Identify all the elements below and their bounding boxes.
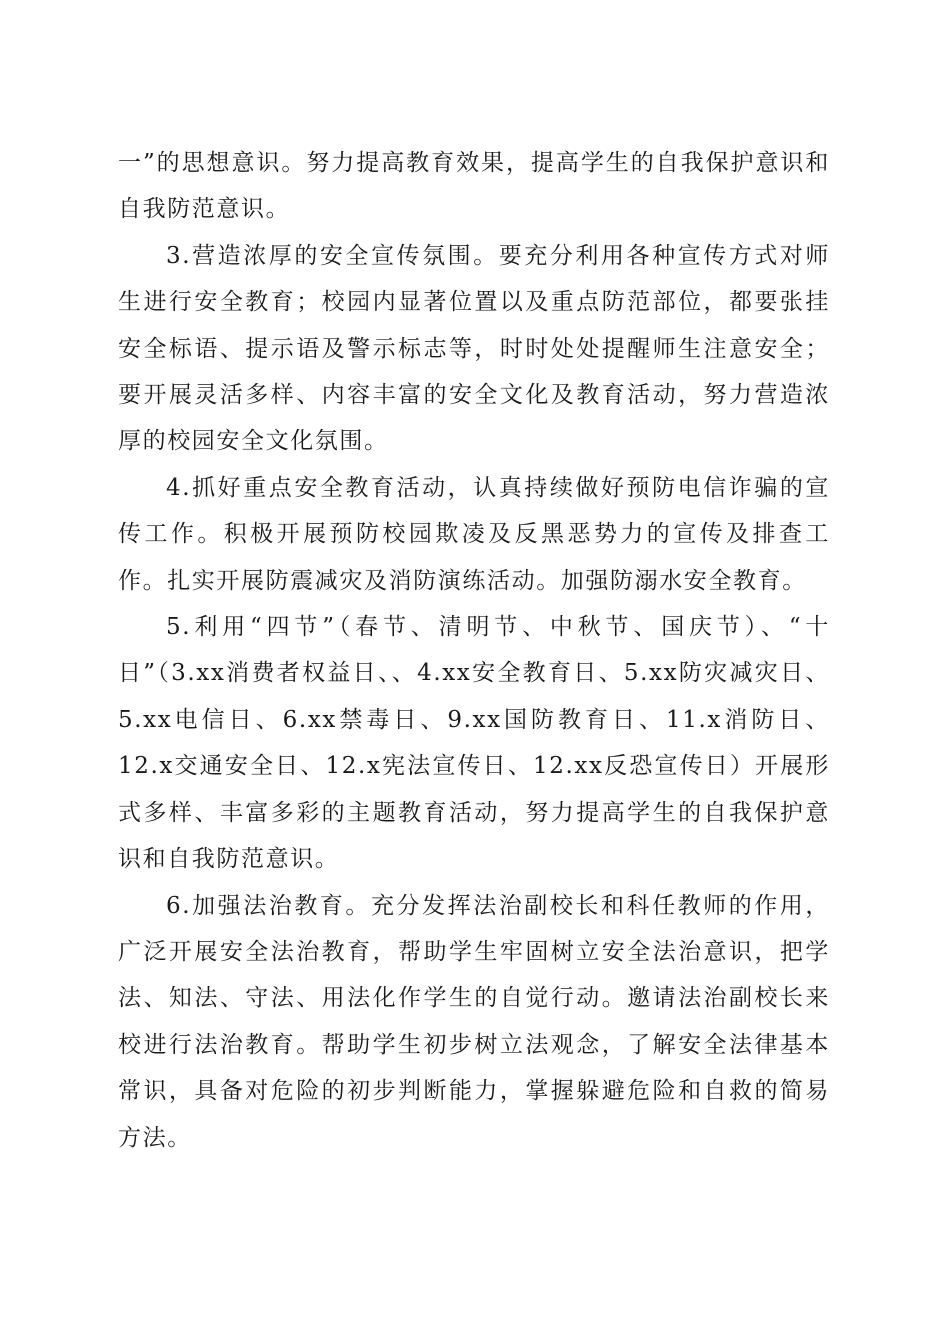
document-page (118, 140, 830, 1161)
paragraph-item-6: 6.加强法治教育。充分发挥法治副校长和科任教师的作用，广泛开展安全法治教育，帮助学生牢固树立安全法治意识，把学法、知法、守法、用法化作学生的自觉行动。邀请法治副校长来校进行法治教育。帮助学生初步树立法观念，了解安全法律基本常识，具备对危险的初步判断能力，掌握躲避危险和自救的简易方法。 (118, 892, 830, 1151)
paragraph-item-4: 4.抓好重点安全教育活动，认真持续做好预防电信诈骗的宣传工作。积极开展预防校园欺凌及反黑恶势力的宣传及排查工作。扎实开展防震减灾及消防演练活动。加强防溺水安全教育。 (118, 474, 830, 594)
paragraph-item-5: 5.利用“四节”（春节、清明节、中秋节、国庆节）、“十日”（3.xx消费者权益日、、4.xx安全教育日、5.xx防灾减灾日、5.xx电信日、6.xx禁毒日、9.xx国防教育日、11.x消防日、12.x交通安全日、12.x宪法宣传日、12.xx反恐宣传日）开展形式多样、丰富多彩的主题教育活动，努力提高学生的自我保护意识和自我防范意识。 (118, 614, 830, 873)
paragraph-continuation: 一”的思想意识。努力提高教育效果，提高学生的自我保护意识和自我防范意识。 (118, 150, 830, 223)
paragraph-item-3: 3.营造浓厚的安全宣传氛围。要充分利用各种宣传方式对师生进行安全教育；校园内显著位置以及重点防范部位，都要张挂安全标语、提示语及警示标志等，时时处处提醒师生注意安全；要开展灵活多样、内容丰富的安全文化及教育活动，努力营造浓厚的校园安全文化氛围。 (118, 242, 830, 455)
